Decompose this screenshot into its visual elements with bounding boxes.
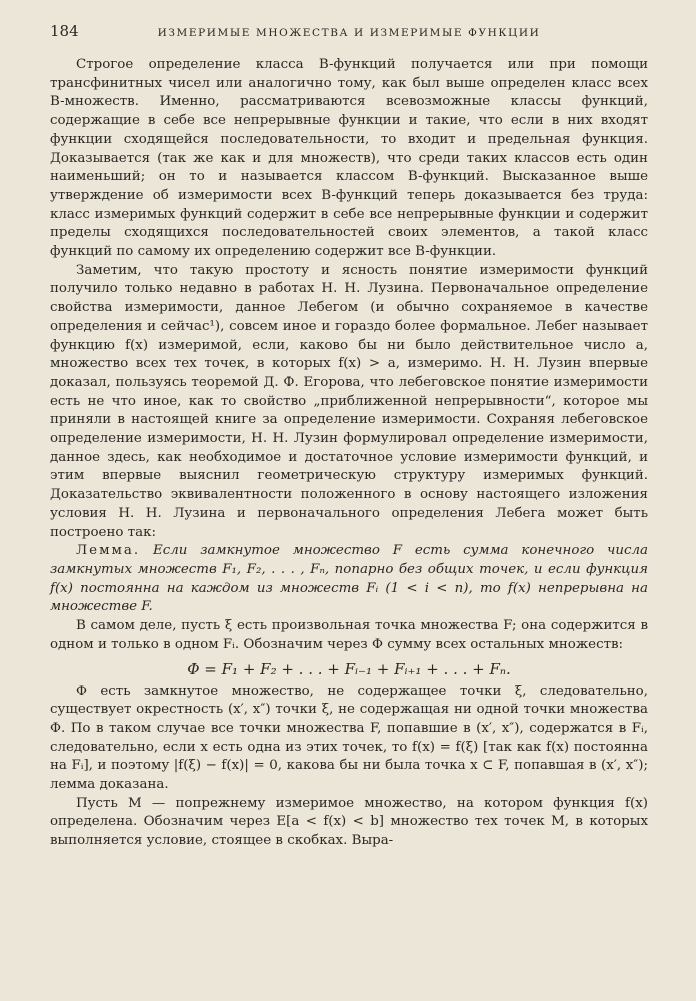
paragraph-b-functions: Строгое определение класса B-функций получается или при помощи трансфинитных чисел или аналогично тому, как был выше определен класс всех B-множеств. Именно, рассматриваются всевозможные классы функций, содержащие в себе все непрерывные функции и такие, что если в них входят функции сходящейся последовательности, то входит и предельная функция. Доказывается (так же как и для множеств), что среди таких классов есть один наименьший; он то и называется классом B-функций. Высказанное выше утверждение об измеримости всех B-функций теперь доказывается без труда: класс измеримых функций содержит в себе все непрерывные функции и содержит пределы сходящихся последовательностей своих элементов, а такой класс функций по самому их определению содержит все B-функции. xyxy=(50,57,648,260)
running-title: ИЗМЕРИМЫЕ МНОЖЕСТВА И ИЗМЕРИМЫЕ ФУНКЦИИ xyxy=(157,27,541,39)
lemma xyxy=(50,542,648,617)
page-header xyxy=(50,22,648,52)
page-body xyxy=(50,56,648,851)
lemma-statement: Если замкнутое множество F есть сумма конечного числа замкнутых множеств F₁, F₂, . . . , Fₙ, попарно без общих точек, и если функция f(x) постоянна на каждом из множеств Fᵢ (1 < i < n), то f(x) непрерывна на множестве F. xyxy=(50,543,648,615)
paragraph-lusin-lebesgue: Заметим, что такую простоту и ясность понятие измеримости функций получило только недавно в работах Н. Н. Лузина. Первоначальное определение свойства измеримости, данное Лебегом (и обычно сохраняемое в качестве определения и сейчас¹), совсем иное и гораздо более формальное. Лебег называет функцию f(x) измеримой, если, каково бы ни было действительное число a, множество всех тех точек, в которых f(x) > a, измеримо. Н. Н. Лузин впервые доказал, пользуясь теоремой Д. Ф. Егорова, что лебеговское понятие измеримости есть не что иное, как то свойство „приближенной непрерывности“, которое мы приняли в настоящей книге за определение измеримости. Сохраняя лебеговское определение измеримости, Н. Н. Лузин формулировал определение измеримости, данное здесь, как необходимое и достаточное условие измеримости функций, и этим впервые выяснил геометрическую структуру измеримых функций. Доказательство эквивалентности положенного в основу настоящего изложения условия Н. Н. Лузина и первоначального определения Лебега может быть построено так: xyxy=(50,262,648,540)
page-number: 184 xyxy=(50,22,79,40)
paragraph-measurable-set: Пусть M — попрежнему измеримое множество, на котором функция f(x) определена. Обозначим через E[a < f(x) < b] множество тех точек M, в которых выполняется условие, стоящее в скобках. Выра- xyxy=(50,795,648,849)
lemma-label: Лемма. xyxy=(76,543,141,559)
paragraph-proof-start: В самом деле, пусть ξ есть произвольная точка множества F; она содержится в одном и только в одном Fᵢ. Обозначим через Φ сумму всех остальных множеств: xyxy=(50,618,648,652)
paragraph-proof-end: Φ есть замкнутое множество, не содержащее точки ξ, следовательно, существует окрестность (x′, x″) точки ξ, не содержащая ни одной точки множества Φ. По в таком случае все точки множества F, попавшие в (x′, x″), содержатся в Fᵢ, следовательно, если x есть одна из этих точек, то f(x) = f(ξ) [так как f(x) постоянна на Fᵢ], и поэтому |f(ξ) − f(x)| = 0, какова бы ни была точка x ⊂ F, попавшая в (x′, x″); лемма доказана. xyxy=(50,683,648,793)
formula-phi: Φ = F₁ + F₂ + . . . + Fᵢ₋₁ + Fᵢ₊₁ + . . . + Fₙ. xyxy=(187,659,511,678)
